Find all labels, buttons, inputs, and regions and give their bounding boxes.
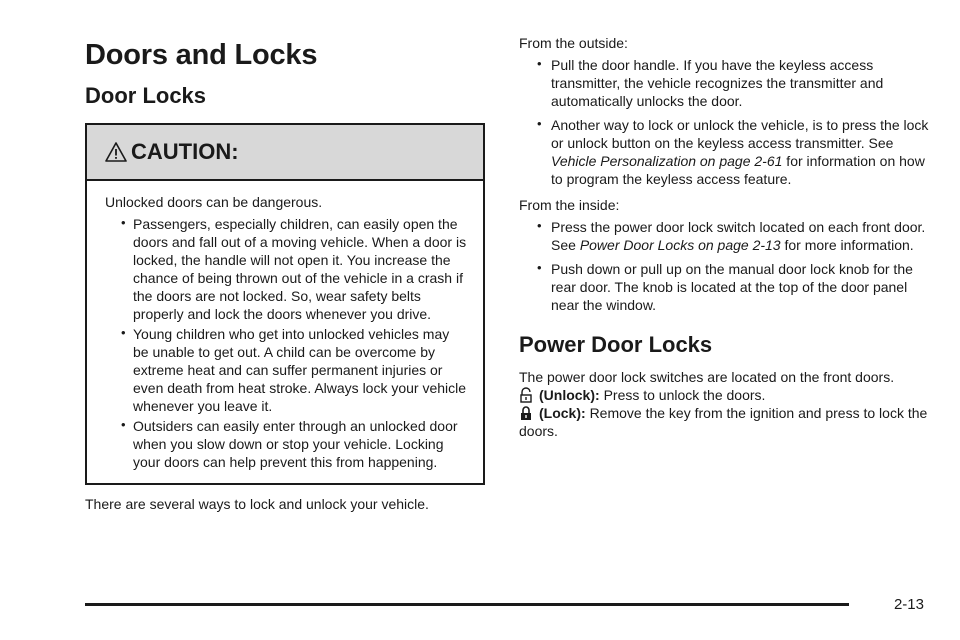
unlock-line — [519, 386, 929, 404]
unlock-icon — [519, 387, 533, 403]
ways-to-lock-text: There are several ways to lock and unlock your vehicle. — [85, 496, 429, 513]
inside-list — [519, 218, 929, 314]
lock-label: (Lock): — [539, 405, 586, 422]
unlock-label: (Unlock): — [539, 387, 600, 404]
caution-body — [87, 181, 483, 483]
outside-item: • Pull the door handle. If you have the keyless access transmitter, the vehicle recognizes the transmitter and automatically unlocks the door. — [519, 56, 929, 110]
footer-rule — [85, 603, 849, 606]
page-title: Doors and Locks — [85, 39, 318, 71]
caution-item: • Outsiders can easily enter through an unlocked door when you slow down or stop your vehicle. Locking your doors can help prevent this from happening. — [105, 417, 467, 471]
outside-item-text: for information on how to program the keyless access feature. — [551, 153, 925, 187]
lock-text: Remove the key from the ignition and press to lock the doors. — [519, 405, 928, 440]
caution-header — [87, 125, 483, 181]
lock-icon — [519, 405, 533, 421]
cross-reference-link[interactable]: Power Door Locks on page 2-13 — [579, 237, 781, 253]
caution-box — [85, 123, 485, 485]
lock-line — [519, 404, 929, 440]
inside-item — [519, 218, 929, 254]
inside-item-text: Press the power door lock switch located on each front door. See — [551, 219, 926, 253]
caution-intro: Unlocked doors can be dangerous. — [105, 194, 323, 211]
caution-item: • Young children who get into unlocked vehicles may be unable to get out. A child can be overcome by extreme heat and can suffer permanent injuries or even death from heat stroke. Always lock your vehicle whenever you leave it. — [105, 325, 467, 415]
page-number: 2-13 — [893, 596, 924, 613]
unlock-text: Press to unlock the doors. — [603, 387, 766, 404]
outside-item — [519, 116, 929, 188]
cross-reference-link[interactable]: Vehicle Personalization on page 2-61 — [551, 153, 783, 169]
inside-item-text: for more information. — [780, 237, 914, 253]
right-column — [519, 34, 929, 440]
caution-item: • Passengers, especially children, can easily open the doors and fall out of a moving vehicle. When a door is locked, the handle will not open it. You increase the chance of being thrown out of the vehicle in a crash if the doors are not locked. So, wear safety belts properly and lock the doors whenever you drive. — [105, 215, 467, 323]
section-heading-door-locks: Door Locks — [85, 82, 207, 108]
left-column — [85, 38, 489, 513]
warning-icon — [105, 142, 127, 162]
inside-item: • Push down or pull up on the manual door lock knob for the rear door. The knob is located at the top of the door panel near the window. — [519, 260, 929, 314]
section-intro: The power door lock switches are located on the front doors. — [519, 369, 895, 386]
section-heading-power-door-locks: Power Door Locks — [519, 332, 713, 357]
caution-label: CAUTION: — [131, 139, 239, 165]
from-outside-label: From the outside: — [519, 35, 628, 51]
outside-list — [519, 56, 929, 188]
outside-item-text: Another way to lock or unlock the vehicle, is to press the lock or unlock button on the keyless access transmitter. See — [551, 117, 929, 151]
caution-list — [105, 215, 467, 471]
from-inside-label: From the inside: — [519, 197, 620, 213]
